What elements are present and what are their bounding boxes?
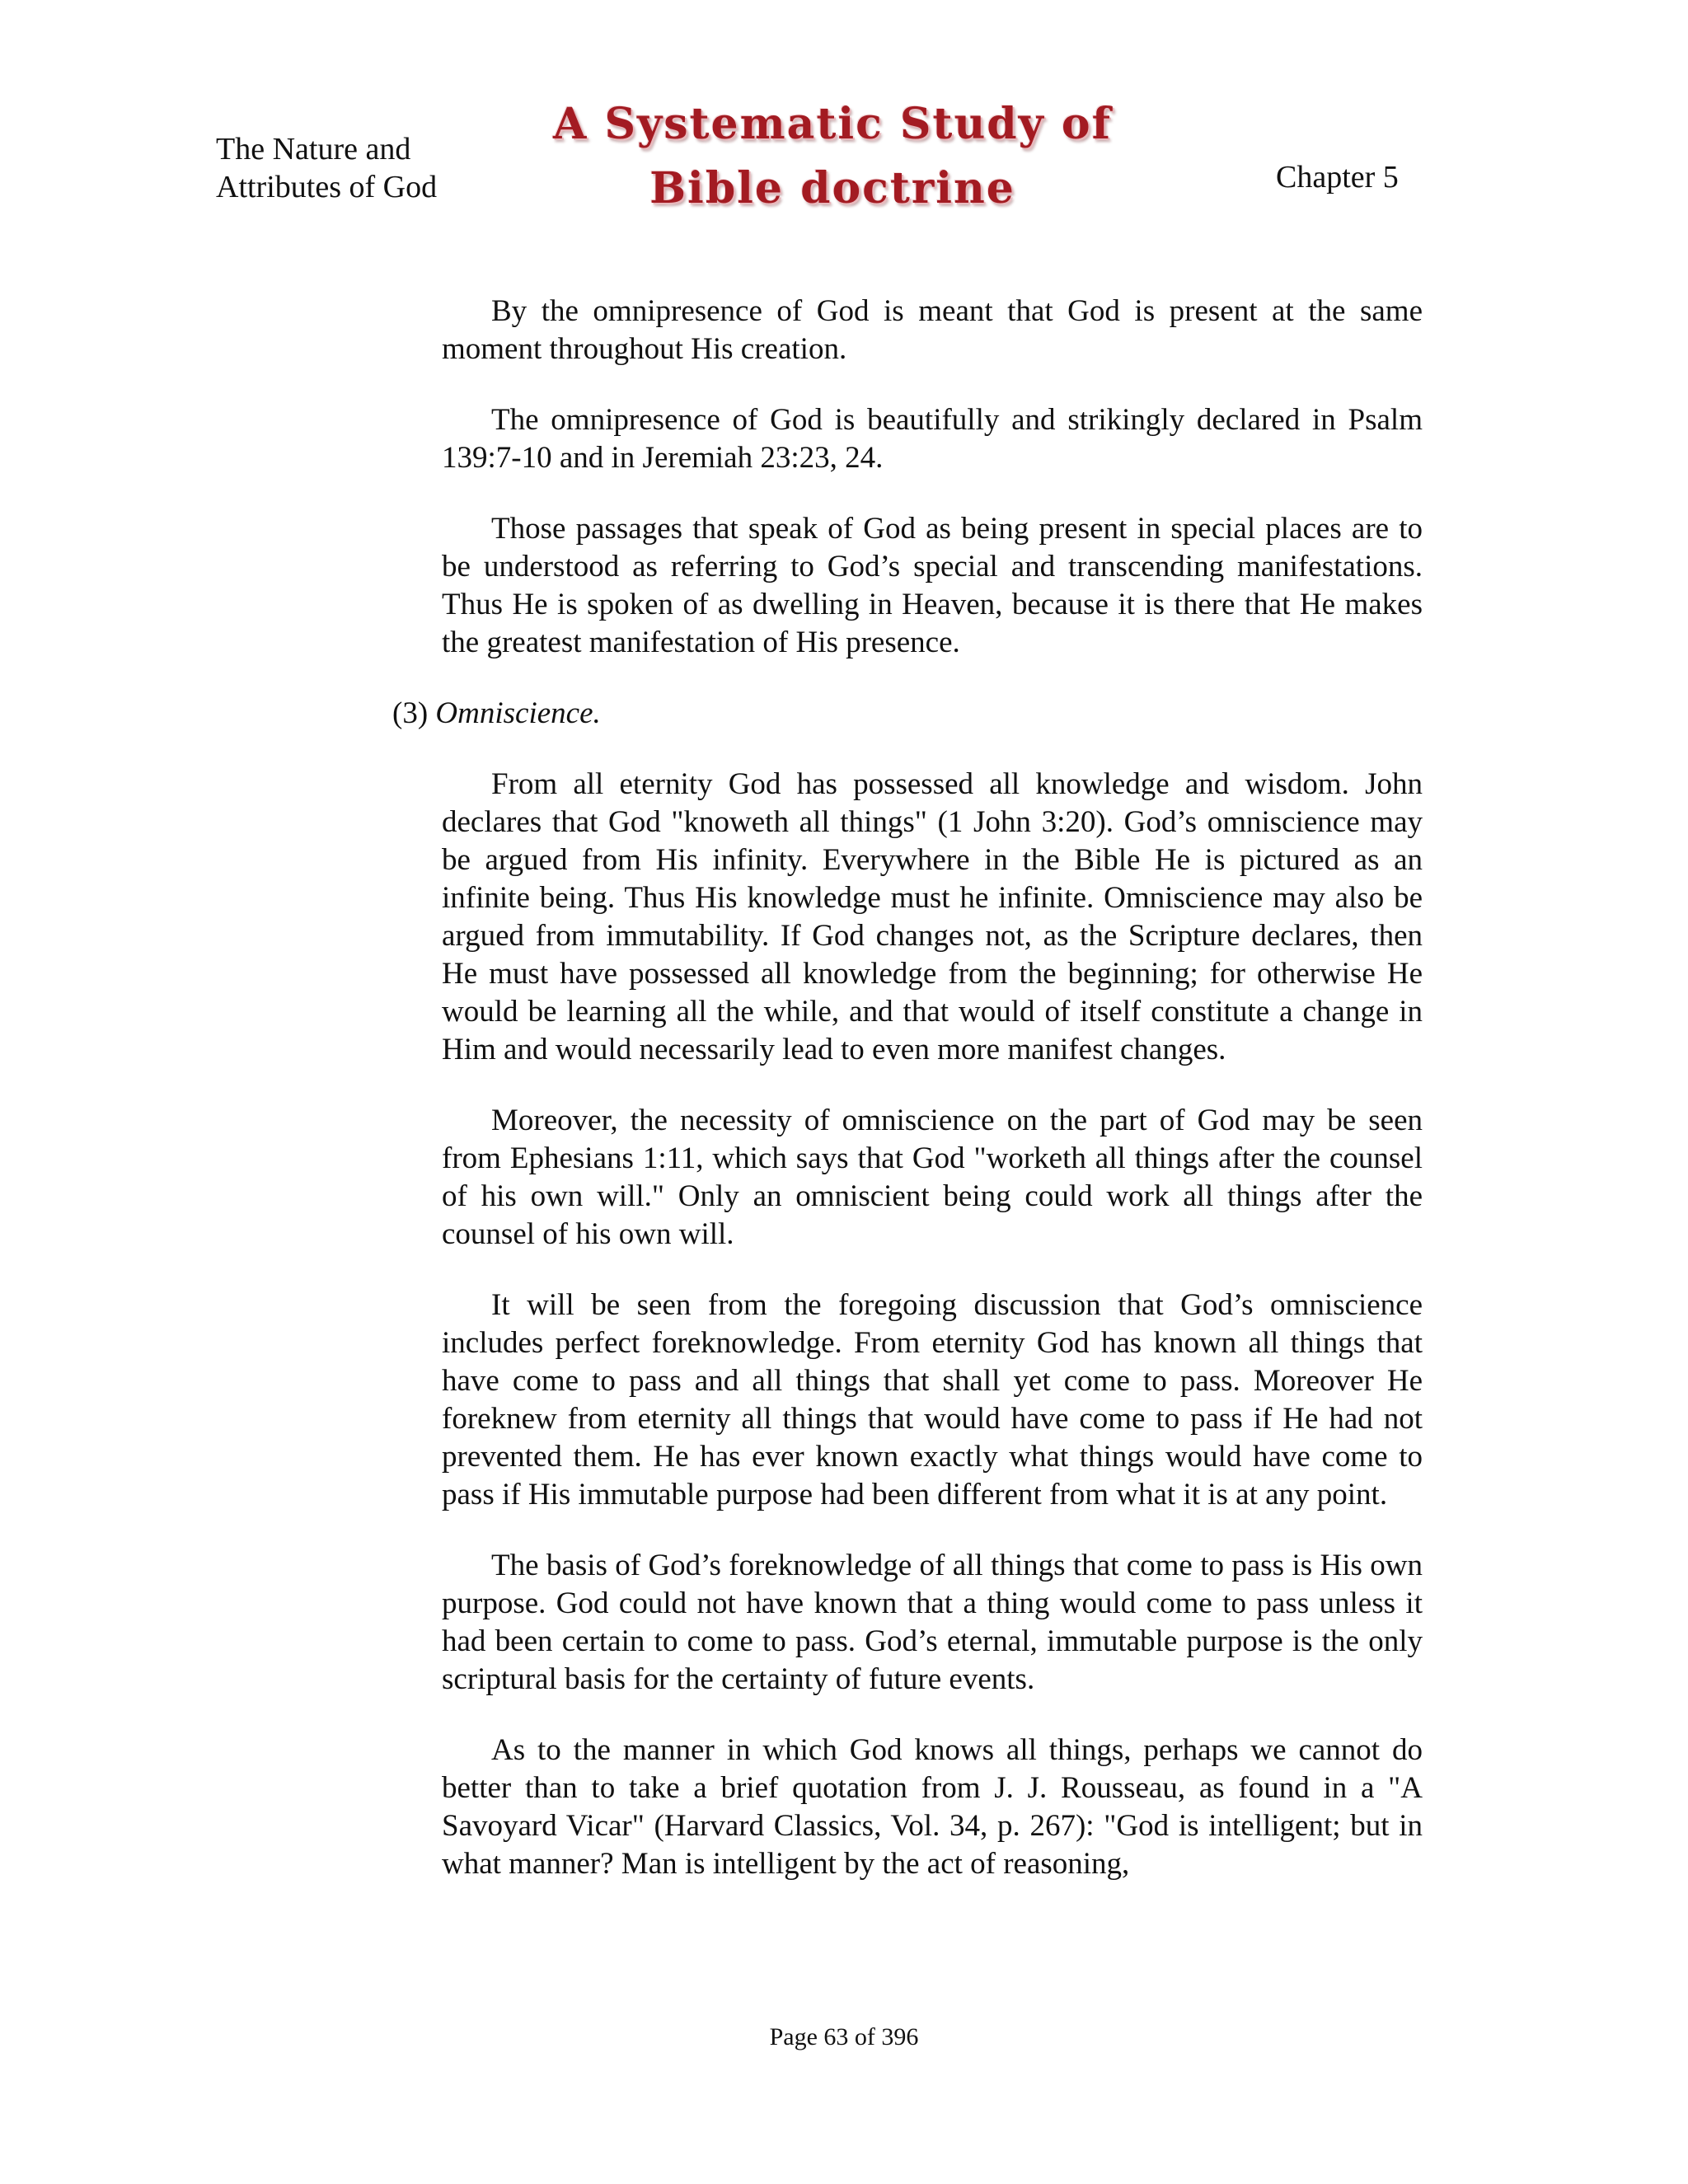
chapter-label: Chapter 5: [1276, 160, 1399, 194]
paragraph-4: From all eternity God has possessed all knowledge and wisdom. John declares that God "knoweth all things" (1 John 3:20). God’s omniscience may be argued from His infinity. Everywhere in the Bible He is pictured as an infinite being. Thus His knowledge must he infinite. Omniscience may also be argued from immutability. If God changes not, as the Scripture declares, then He must have possessed all knowledge from the beginning; for otherwise He would be learning all the while, and that would of itself constitute a change in Him and would necessarily lead to even more manifest changes.: [442, 767, 1423, 1066]
section-title: Omniscience.: [435, 696, 601, 730]
header-left-line2: Attributes of God: [216, 170, 438, 204]
page-body: [392, 293, 1423, 1916]
paragraph-3: Those passages that speak of God as being present in special places are to be understood as referring to God’s special and transcending manifestations. Thus He is spoken of as dwelling in Heaven, because it is there that He makes the greatest manifestation of His presence.: [442, 512, 1423, 659]
book-title-line2: Bible doctrine: [649, 163, 1015, 213]
section-heading: [392, 695, 1423, 733]
paragraph-7: The basis of God’s foreknowledge of all things that come to pass is His own purpose. God could not have known that a thing would come to pass unless it had been certain to come to pass. God’s eternal, immutable purpose is the only scriptural basis for the certainty of future events.: [442, 1549, 1423, 1696]
section-number: (3): [392, 696, 429, 730]
paragraph-5: Moreover, the necessity of omniscience on the part of God may be seen from Ephesians 1:11, which says that God "worketh all things after the counsel of his own will." Only an omniscient being could work all things after the counsel of his own will.: [442, 1104, 1423, 1251]
paragraph-2: The omnipresence of God is beautifully and strikingly declared in Psalm 139:7-10 and in Jeremiah 23:23, 24.: [442, 403, 1423, 475]
book-title-line1: A Systematic Study of: [553, 99, 1112, 149]
paragraph-8: As to the manner in which God knows all things, perhaps we cannot do better than to take a brief quotation from J. J. Rousseau, as found in a "A Savoyard Vicar" (Harvard Classics, Vol. 34, p. 267): "God is intelligent; but in what manner? Man is intelligent by the act of reasoning,: [442, 1733, 1423, 1881]
page-number: Page 63 of 396: [769, 2023, 919, 2050]
running-header-left: [216, 130, 496, 206]
paragraph-1: By the omnipresence of God is meant that God is present at the same moment throughout His creation.: [442, 294, 1423, 366]
book-title-logo: [544, 92, 1121, 221]
header-left-line1: The Nature and: [216, 132, 411, 166]
paragraph-6: It will be seen from the foregoing discussion that God’s omniscience includes perfect foreknowledge. From eternity God has known all things that have come to pass and all things that shall yet come to pass. Moreover He foreknew from eternity all things that would have come to pass if He had not prevented them. He has ever known exactly what things would have come to pass if His immutable purpose had been different from what it is at any point.: [442, 1288, 1423, 1511]
